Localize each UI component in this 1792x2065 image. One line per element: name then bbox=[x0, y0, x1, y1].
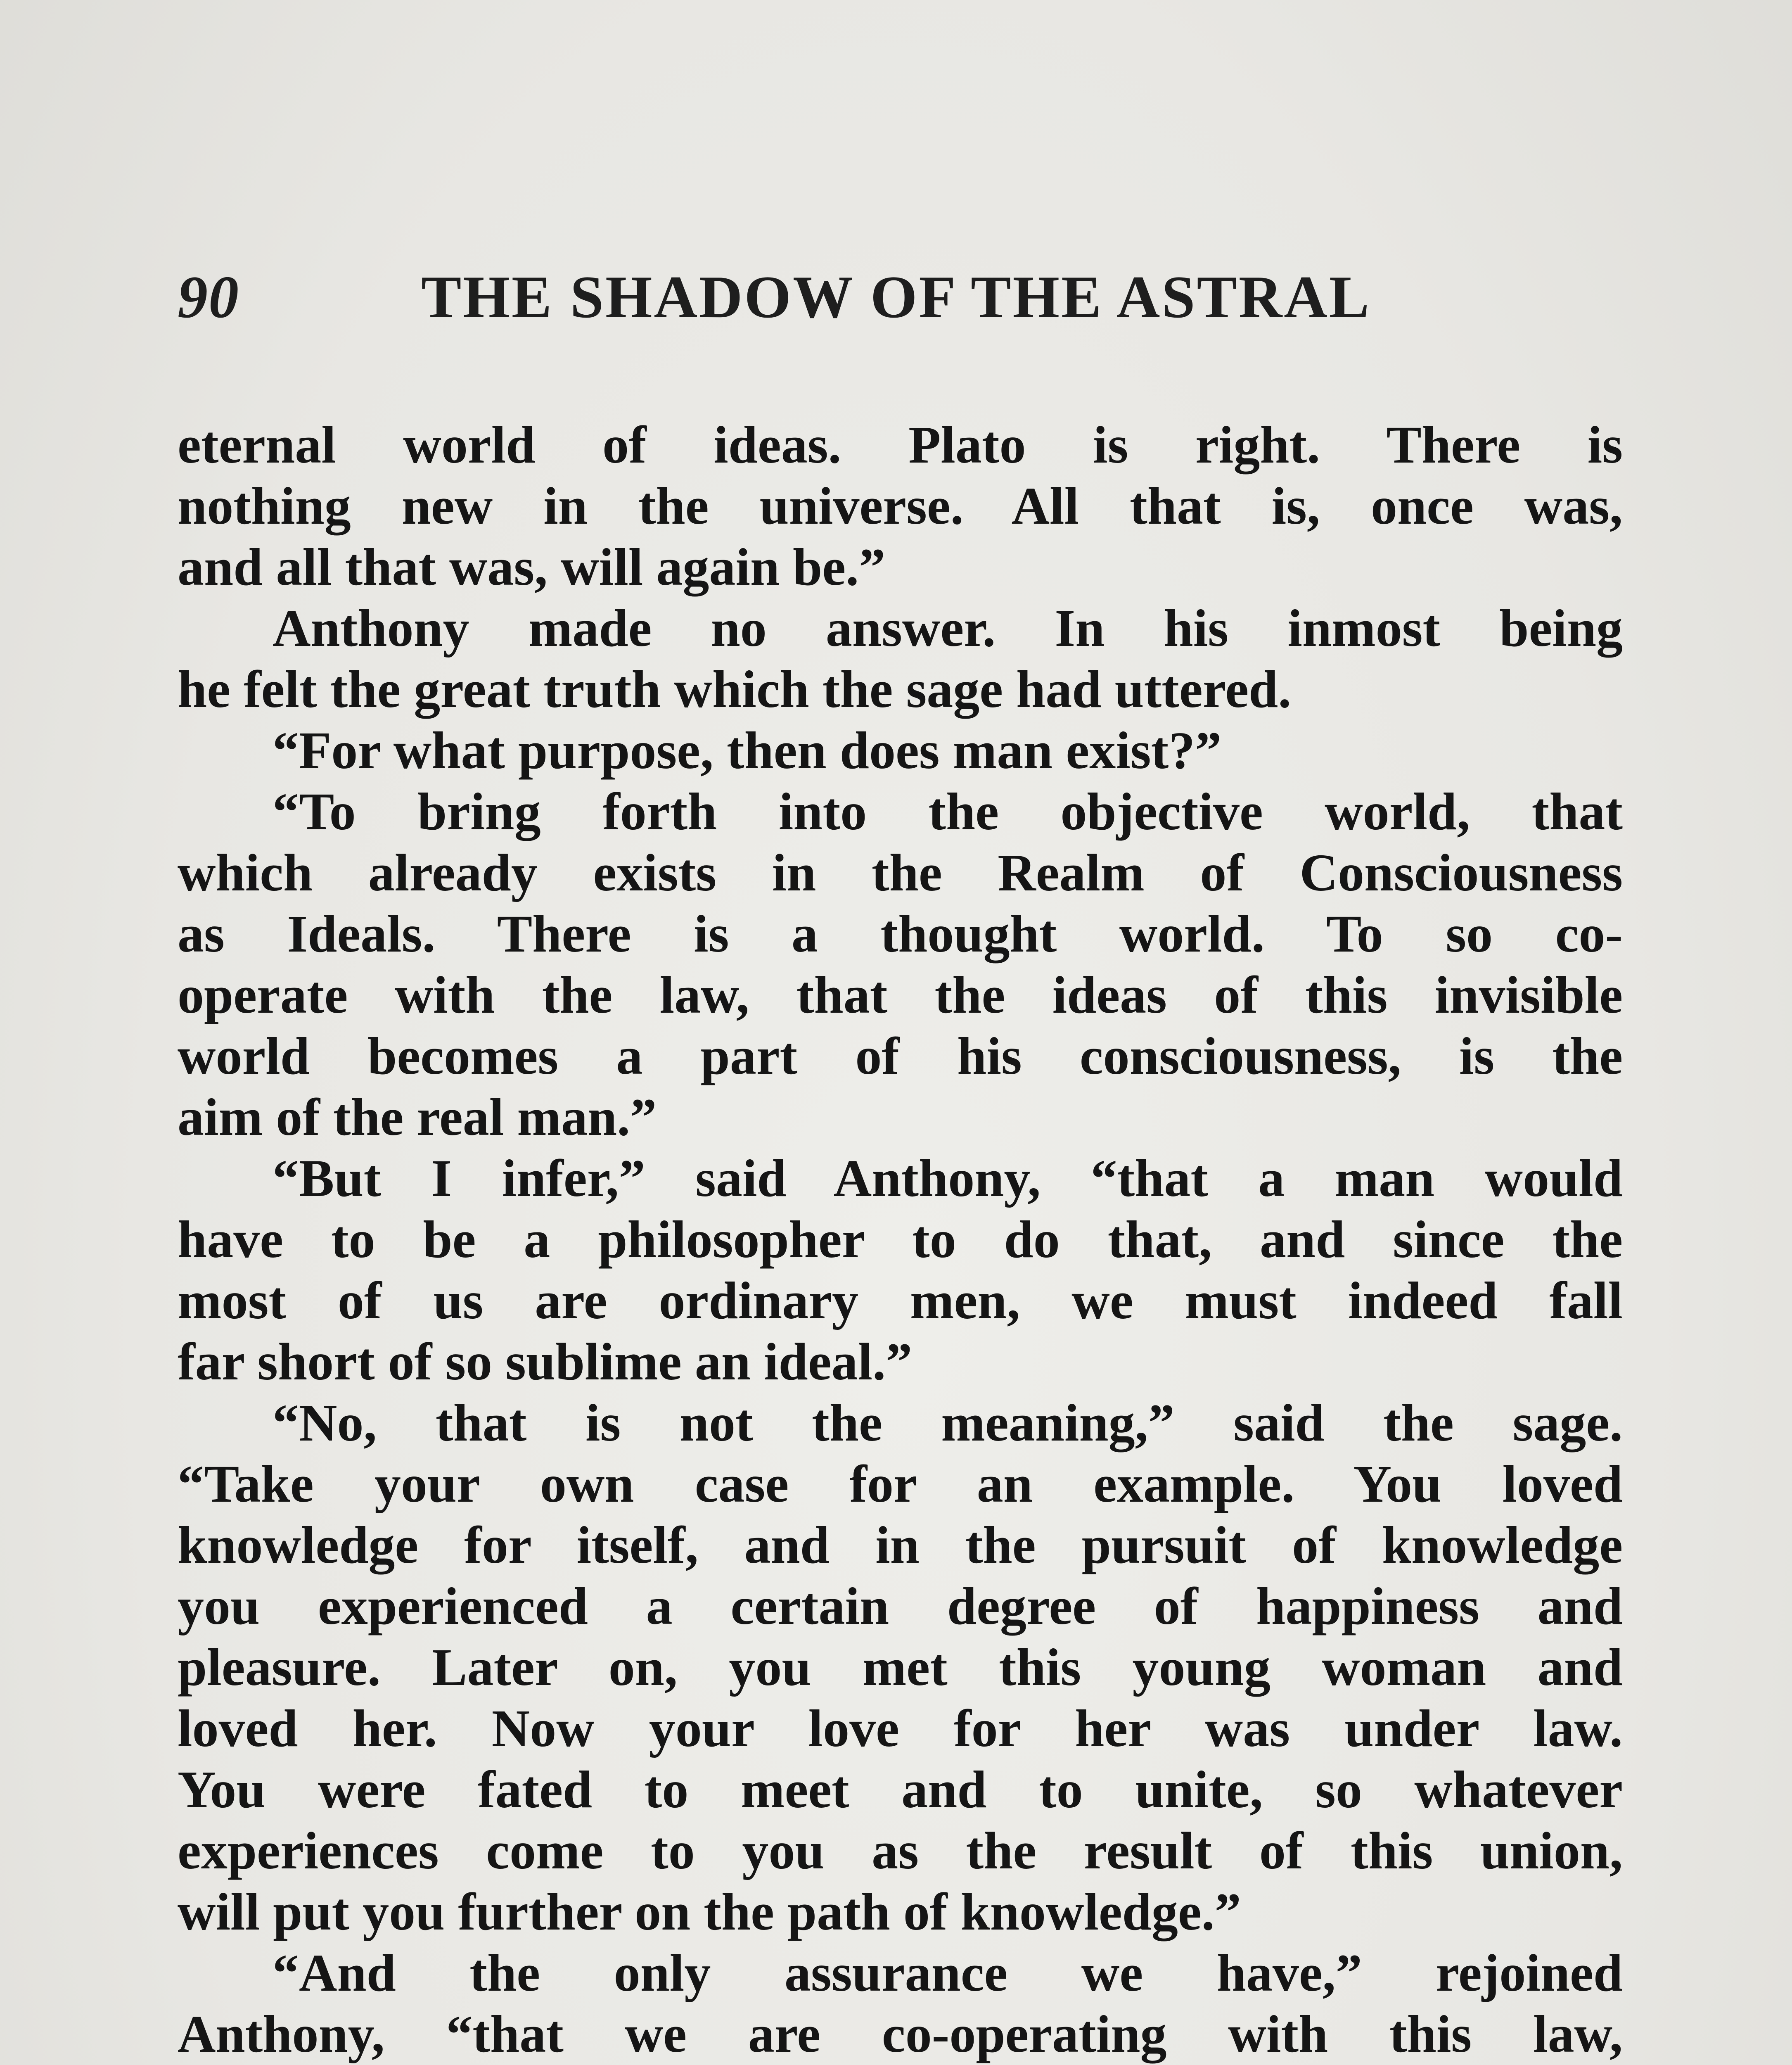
text-line: “To bring forth into the objective world, that bbox=[273, 782, 1623, 841]
text-line: he felt the great truth which the sage had uttered. bbox=[178, 660, 1292, 719]
text-line: Anthony, “that we are co-operating with this law, bbox=[178, 2005, 1623, 2063]
text-line: Anthony made no answer. In his inmost being bbox=[273, 599, 1623, 657]
text-line: operate with the law, that the ideas of this invisible bbox=[178, 966, 1623, 1024]
text-line: far short of so sublime an ideal.” bbox=[178, 1332, 913, 1391]
text-line: “For what purpose, then does man exist?” bbox=[273, 721, 1222, 780]
text-line: You were fated to meet and to unite, so whatever bbox=[178, 1760, 1623, 1819]
text-line: eternal world of ideas. Plato is right. There is bbox=[178, 415, 1623, 474]
text-line: “Take your own case for an example. You loved bbox=[178, 1455, 1623, 1513]
text-line: loved her. Now your love for her was under law. bbox=[178, 1699, 1623, 1758]
text-line: “No, that is not the meaning,” said the sage. bbox=[273, 1393, 1623, 1452]
text-line: experiences come to you as the result of this union, bbox=[178, 1821, 1623, 1880]
text-line: “But I infer,” said Anthony, “that a man would bbox=[273, 1149, 1623, 1208]
text-line: you experienced a certain degree of happiness and bbox=[178, 1577, 1623, 1635]
text-line: knowledge for itself, and in the pursuit of knowledge bbox=[178, 1516, 1623, 1574]
text-line: as Ideals. There is a thought world. To so co- bbox=[178, 904, 1623, 963]
page-header bbox=[178, 262, 1431, 337]
page-number: 90 bbox=[178, 263, 239, 330]
running-title: THE SHADOW OF THE ASTRAL bbox=[421, 263, 1371, 330]
text-line: will put you further on the path of knowledge.” bbox=[178, 1882, 1241, 1941]
text-line: aim of the real man.” bbox=[178, 1088, 657, 1146]
text-line: and all that was, will again be.” bbox=[178, 538, 886, 596]
text-line: nothing new in the universe. All that is, once was, bbox=[178, 477, 1623, 535]
text-line: have to be a philosopher to do that, and since the bbox=[178, 1210, 1623, 1269]
text-line: world becomes a part of his consciousness, is the bbox=[178, 1027, 1623, 1085]
text-line: pleasure. Later on, you met this young woman and bbox=[178, 1638, 1623, 1697]
text-line: most of us are ordinary men, we must indeed fall bbox=[178, 1271, 1623, 1330]
text-line: “And the only assurance we have,” rejoined bbox=[273, 1944, 1623, 2002]
text-line: which already exists in the Realm of Consciousness bbox=[178, 843, 1623, 902]
body-text bbox=[178, 414, 1623, 2065]
